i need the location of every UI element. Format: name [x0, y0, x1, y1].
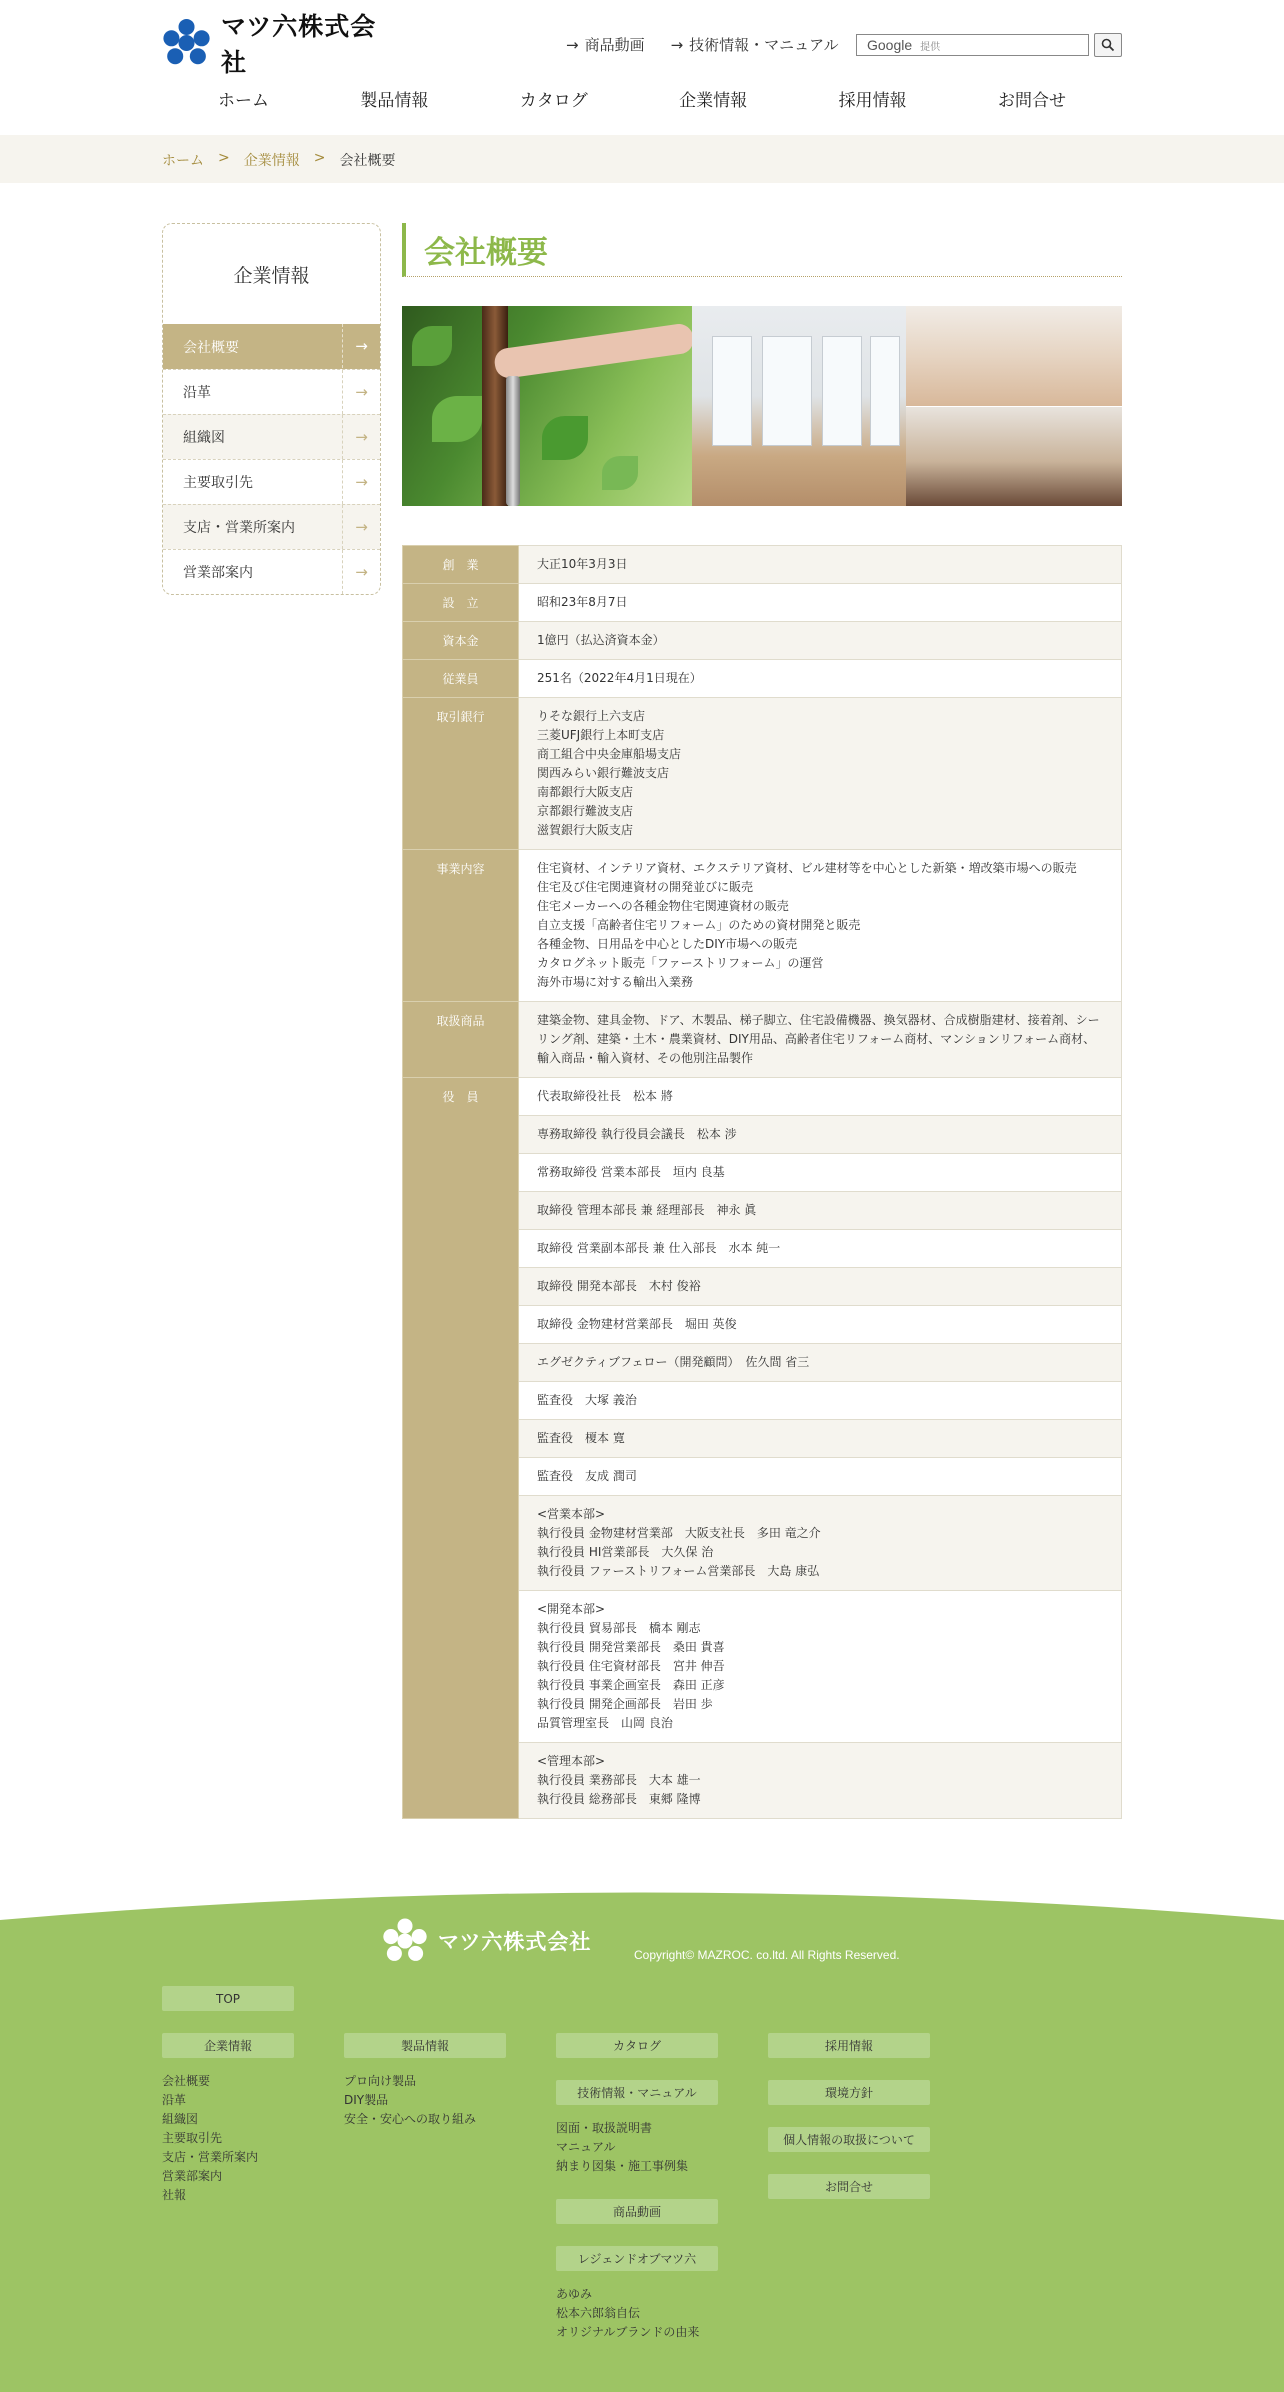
breadcrumb-bar	[0, 135, 1284, 183]
arrow-right-icon: →	[342, 415, 380, 459]
footer-video-button[interactable]: 商品動画	[556, 2199, 718, 2224]
logo-mark-icon	[382, 1918, 428, 1964]
row-value-line: カタログネット販売「ファーストリフォーム」の運営	[537, 956, 824, 970]
row-value	[519, 1458, 1122, 1496]
row-value-line: 取締役 管理本部長 兼 経理部長 神永 眞	[537, 1203, 757, 1217]
row-value-line: 251名（2022年4月1日現在）	[537, 671, 702, 685]
row-value-line: 執行役員 総務部長 東郷 隆博	[537, 1792, 701, 1806]
row-value-line: りそな銀行上六支店	[537, 709, 646, 723]
row-value-line: 専務取締役 執行役員会議長 松本 涉	[537, 1127, 737, 1141]
photo-handrail-forest	[402, 306, 692, 506]
row-value-line: 代表取締役社長 松本 將	[537, 1089, 673, 1103]
row-value-line: 住宅メーカーへの各種金物住宅関連資材の販売	[537, 899, 789, 913]
row-value-line: 取締役 営業副本部長 兼 仕入部長 水本 純一	[537, 1241, 781, 1255]
row-value-line: 三菱UFJ銀行上本町支店	[537, 728, 665, 742]
row-value-line: 監査役 榎本 寛	[537, 1431, 625, 1445]
site-logo[interactable]	[162, 12, 392, 77]
sidebar-item-label: 沿革	[183, 385, 211, 401]
nav-recruit[interactable]: 採用情報	[838, 91, 907, 111]
row-value	[519, 1002, 1122, 1078]
row-value-line: 監査役 友成 潤司	[537, 1469, 637, 1483]
row-value-line: 滋賀銀行大阪支店	[537, 823, 634, 837]
footer-link[interactable]: 主要取引先	[162, 2131, 223, 2145]
page-title-block	[402, 223, 1122, 277]
row-value	[519, 1078, 1122, 1116]
footer-link[interactable]: 支店・営業所案内	[162, 2150, 259, 2164]
row-value-line: 執行役員 貿易部長 橋本 剛志	[537, 1621, 701, 1635]
row-label: 取扱商品	[403, 1002, 519, 1078]
top-link-video[interactable]	[566, 34, 645, 55]
row-value-line: 海外市場に対する輸出入業務	[537, 975, 694, 989]
row-value-line: 京都銀行難波支店	[537, 804, 634, 818]
nav-home[interactable]: ホーム	[218, 91, 269, 111]
footer-logo[interactable]	[382, 1918, 591, 1964]
footer-link[interactable]: 営業部案内	[162, 2169, 223, 2183]
footer-legend-button[interactable]: レジェンドオブマツ六	[556, 2246, 718, 2271]
table-row	[403, 622, 1122, 660]
arrow-right-icon: →	[342, 505, 380, 549]
row-value-line: 取締役 金物建材営業部長 堀田 英俊	[537, 1317, 737, 1331]
sidebar-title: 企業情報	[233, 264, 310, 287]
table-row	[403, 660, 1122, 698]
row-value	[519, 1496, 1122, 1591]
nav-contact[interactable]: お問合せ	[997, 91, 1066, 111]
row-value-line: 住宅資材、インテリア資材、エクステリア資材、ビル建材等を中心とした新築・増改築市場への販売	[537, 861, 1077, 875]
footer-link[interactable]: 組織図	[162, 2112, 199, 2126]
breadcrumb-home[interactable]: ホーム	[162, 153, 204, 169]
row-value-line: 建築金物、建具金物、ドア、木製品、梯子脚立、住宅設備機器、換気器材、合成樹脂建材、接着剤、シーリング剤、建築・土木・農業資材、DIY用品、高齢者住宅リフォーム商材、マンションリフォーム商材、輸入商品・輸入資材、その他別注品製作	[537, 1013, 1100, 1065]
row-label: 取引銀行	[403, 698, 519, 850]
arrow-right-icon: →	[342, 550, 380, 594]
table-row	[403, 546, 1122, 584]
top-links	[566, 34, 839, 55]
sidebar-item-organization[interactable]	[163, 414, 380, 459]
footer-privacy-button[interactable]: 個人情報の取扱について	[768, 2127, 930, 2152]
row-value	[519, 1743, 1122, 1819]
breadcrumb	[162, 150, 395, 170]
copyright: Copyright© MAZROC. co.ltd. All Rights Reserved.	[634, 1948, 900, 1962]
row-value	[519, 850, 1122, 1002]
row-value-line: 監査役 大塚 義治	[537, 1393, 637, 1407]
top-link-video-label: 商品動画	[584, 36, 645, 54]
row-value-line: 1億円（払込済資本金）	[537, 633, 665, 647]
footer-products-button[interactable]: 製品情報	[344, 2033, 506, 2058]
row-value-line: エグゼクティブフェロー（開発顧問） 佐久間 省三	[537, 1355, 810, 1369]
row-value-line: 執行役員 開発企画部長 岩田 歩	[537, 1697, 713, 1711]
footer-logo-text: マツ六株式会社	[438, 1930, 592, 1954]
sidebar-item-label: 会社概要	[183, 339, 239, 356]
table-row	[403, 1078, 1122, 1116]
row-value	[519, 660, 1122, 698]
row-value	[519, 1154, 1122, 1192]
row-label: 従業員	[403, 660, 519, 698]
logo-text: マツ六株式会社	[221, 12, 377, 77]
row-value	[519, 1192, 1122, 1230]
footer-catalog-button[interactable]: カタログ	[556, 2033, 718, 2058]
footer-link[interactable]: プロ向け製品	[344, 2074, 417, 2088]
row-value	[519, 622, 1122, 660]
row-value	[519, 1382, 1122, 1420]
table-row	[403, 850, 1122, 1002]
breadcrumb-separator: >	[313, 150, 326, 166]
footer-link[interactable]: オリジナルブランドの由来	[556, 2325, 700, 2339]
search-input[interactable]	[856, 34, 1089, 56]
footer-link[interactable]: 安全・安心への取り組み	[344, 2112, 477, 2126]
row-label: 役 員	[403, 1078, 519, 1819]
footer-contact-button[interactable]: お問合せ	[768, 2174, 930, 2199]
footer-link[interactable]: あゆみ	[556, 2287, 593, 2301]
footer-tech-links	[556, 2119, 688, 2176]
row-value	[519, 1116, 1122, 1154]
arrow-right-icon: →	[342, 324, 380, 368]
row-value-line: <管理本部>	[537, 1754, 606, 1768]
global-nav	[162, 86, 1122, 111]
footer-environment-button[interactable]: 環境方針	[768, 2080, 930, 2105]
footer-products-links	[344, 2072, 476, 2129]
row-value-line: 執行役員 事業企画室長 森田 正彦	[537, 1678, 725, 1692]
page-title: 会社概要	[424, 235, 548, 271]
photo-corridor-1	[906, 306, 1122, 406]
row-value	[519, 1344, 1122, 1382]
row-value-line: 執行役員 ファーストリフォーム営業部長 大島 康弘	[537, 1564, 820, 1578]
footer-link[interactable]: 松本六郎翁自伝	[556, 2306, 641, 2320]
row-value-line: 南都銀行大阪支店	[537, 785, 634, 799]
row-value	[519, 1420, 1122, 1458]
footer-company-button[interactable]: 企業情報	[162, 2033, 294, 2058]
arrow-right-icon: →	[342, 460, 380, 504]
arrow-right-icon: →	[566, 35, 579, 54]
row-value-line: 取締役 開発本部長 木村 俊裕	[537, 1279, 701, 1293]
sidebar-item-branches[interactable]	[163, 504, 380, 549]
row-value	[519, 698, 1122, 850]
table-row	[403, 698, 1122, 850]
sidebar	[162, 223, 381, 595]
arrow-right-icon: →	[342, 370, 380, 414]
sidebar-item-sales-divisions[interactable]	[163, 549, 380, 594]
site-footer	[0, 1890, 1284, 2392]
logo-mark-icon	[162, 17, 211, 69]
row-value	[519, 1230, 1122, 1268]
footer-company-links	[162, 2072, 258, 2205]
row-value-line: 執行役員 金物建材営業部 大阪支社長 多田 竜之介	[537, 1526, 821, 1540]
footer-top-button[interactable]: TOP	[162, 1986, 294, 2011]
row-value	[519, 584, 1122, 622]
sidebar-item-label: 支店・営業所案内	[183, 520, 295, 536]
breadcrumb-current: 会社概要	[339, 153, 396, 169]
row-value	[519, 1591, 1122, 1743]
breadcrumb-separator: >	[218, 150, 230, 166]
footer-link[interactable]: 図面・取扱説明書	[556, 2121, 653, 2135]
sidebar-item-history[interactable]	[163, 369, 380, 414]
footer-recruit-button[interactable]: 採用情報	[768, 2033, 930, 2058]
company-info-table	[402, 545, 1122, 1819]
row-value-line: 執行役員 住宅資材部長 宮井 伸吾	[537, 1659, 725, 1673]
arrow-right-icon: →	[670, 35, 684, 54]
nav-catalog[interactable]: カタログ	[519, 91, 588, 111]
sidebar-item-label: 組織図	[183, 430, 225, 446]
row-value-line: 自立支援「高齢者住宅リフォーム」のための資材開発と販売	[537, 918, 861, 932]
photo-corridor-2	[906, 406, 1122, 506]
breadcrumb-parent[interactable]: 企業情報	[243, 153, 300, 169]
row-value-line: 大正10年3月3日	[537, 557, 628, 571]
row-label: 設 立	[403, 584, 519, 622]
footer-tech-button[interactable]: 技術情報・マニュアル	[556, 2080, 718, 2105]
footer-link[interactable]: マニュアル	[556, 2140, 616, 2154]
row-value-line: 品質管理室長 山岡 良治	[537, 1716, 673, 1730]
row-value-line: 執行役員 開発営業部長 桑田 貴喜	[537, 1640, 725, 1654]
nav-products[interactable]: 製品情報	[360, 91, 429, 111]
row-label: 事業内容	[403, 850, 519, 1002]
site-header	[0, 0, 1284, 134]
row-value-line: 各種金物、日用品を中心としたDIY市場への販売	[537, 937, 798, 951]
sidebar-item-clients[interactable]	[163, 459, 380, 504]
row-value	[519, 1268, 1122, 1306]
footer-link[interactable]: DIY製品	[344, 2093, 389, 2107]
row-label: 創 業	[403, 546, 519, 584]
search-placeholder: 提供	[920, 41, 941, 53]
row-value-line: 常務取締役 営業本部長 垣内 良基	[537, 1165, 725, 1179]
row-label: 資本金	[403, 622, 519, 660]
hero-photos	[402, 306, 1122, 506]
row-value	[519, 546, 1122, 584]
sidebar-item-label: 主要取引先	[183, 475, 253, 491]
row-value-line: 商工組合中央金庫船場支店	[537, 747, 682, 761]
top-link-tech-label: 技術情報・マニュアル	[689, 36, 839, 54]
footer-legend-links	[556, 2285, 699, 2342]
search-brand: Google	[867, 37, 913, 53]
row-value	[519, 1306, 1122, 1344]
table-row	[403, 584, 1122, 622]
footer-link[interactable]: 会社概要	[162, 2074, 211, 2088]
footer-link[interactable]: 沿革	[162, 2093, 187, 2107]
photo-corridors	[906, 306, 1122, 506]
row-value-line: <営業本部>	[537, 1507, 606, 1521]
search-button[interactable]	[1094, 33, 1122, 57]
row-value-line: <開発本部>	[537, 1602, 606, 1616]
photo-lobby	[692, 306, 906, 506]
search-icon	[1101, 38, 1115, 52]
footer-link[interactable]: 納まり図集・施工事例集	[556, 2159, 689, 2173]
row-value-line: 関西みらい銀行難波支店	[537, 766, 670, 780]
row-value-line: 昭和23年8月7日	[537, 595, 628, 609]
sidebar-item-label: 営業部案内	[183, 565, 253, 581]
nav-company[interactable]: 企業情報	[679, 91, 748, 111]
row-value-line: 住宅及び住宅関連資材の開発並びに販売	[537, 880, 754, 894]
table-row	[403, 1002, 1122, 1078]
row-value-line: 執行役員 業務部長 大本 雄一	[537, 1773, 701, 1787]
sidebar-item-overview[interactable]	[163, 324, 380, 369]
top-link-tech[interactable]	[671, 34, 839, 55]
row-value-line: 執行役員 HI営業部長 大久保 治	[537, 1545, 714, 1559]
footer-link[interactable]: 社報	[162, 2188, 187, 2202]
